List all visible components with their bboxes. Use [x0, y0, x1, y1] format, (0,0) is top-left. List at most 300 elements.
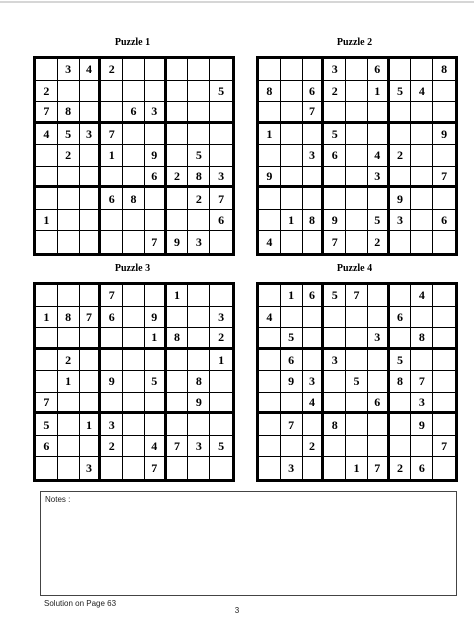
sudoku-cell[interactable]: [188, 102, 210, 124]
sudoku-cell[interactable]: 3: [368, 167, 390, 189]
sudoku-cell[interactable]: 6: [101, 307, 123, 329]
sudoku-cell[interactable]: 3: [324, 59, 346, 81]
sudoku-cell[interactable]: 7: [210, 188, 232, 210]
sudoku-cell[interactable]: [259, 59, 281, 81]
sudoku-cell[interactable]: [58, 210, 80, 232]
sudoku-cell[interactable]: 4: [411, 81, 433, 103]
sudoku-cell[interactable]: 6: [324, 145, 346, 167]
sudoku-cell[interactable]: [145, 210, 167, 232]
sudoku-cell[interactable]: 5: [58, 124, 80, 146]
sudoku-cell[interactable]: [80, 167, 102, 189]
sudoku-cell[interactable]: [259, 145, 281, 167]
sudoku-cell[interactable]: [411, 59, 433, 81]
sudoku-cell[interactable]: [167, 350, 189, 372]
sudoku-cell[interactable]: [411, 210, 433, 232]
sudoku-cell[interactable]: [346, 102, 368, 124]
sudoku-cell[interactable]: [346, 124, 368, 146]
sudoku-cell[interactable]: [58, 436, 80, 458]
sudoku-cell[interactable]: [368, 124, 390, 146]
sudoku-cell[interactable]: [188, 414, 210, 436]
sudoku-cell[interactable]: [390, 414, 412, 436]
sudoku-cell[interactable]: [368, 350, 390, 372]
sudoku-cell[interactable]: [346, 231, 368, 253]
sudoku-cell[interactable]: 2: [390, 145, 412, 167]
sudoku-cell[interactable]: 1: [210, 350, 232, 372]
sudoku-cell[interactable]: [80, 285, 102, 307]
sudoku-cell[interactable]: [433, 145, 455, 167]
sudoku-cell[interactable]: [346, 350, 368, 372]
sudoku-cell[interactable]: 7: [303, 102, 325, 124]
sudoku-cell[interactable]: [346, 414, 368, 436]
sudoku-cell[interactable]: 7: [101, 124, 123, 146]
sudoku-cell[interactable]: [80, 210, 102, 232]
sudoku-cell[interactable]: [259, 436, 281, 458]
sudoku-cell[interactable]: [123, 328, 145, 350]
sudoku-cell[interactable]: [324, 393, 346, 415]
sudoku-cell[interactable]: [80, 328, 102, 350]
sudoku-cell[interactable]: [188, 81, 210, 103]
sudoku-cell[interactable]: [259, 414, 281, 436]
sudoku-cell[interactable]: 4: [259, 307, 281, 329]
sudoku-cell[interactable]: 2: [58, 350, 80, 372]
sudoku-cell[interactable]: 9: [101, 371, 123, 393]
sudoku-cell[interactable]: [123, 436, 145, 458]
sudoku-cell[interactable]: 6: [145, 167, 167, 189]
sudoku-cell[interactable]: [346, 210, 368, 232]
sudoku-cell[interactable]: [101, 393, 123, 415]
sudoku-cell[interactable]: 2: [368, 231, 390, 253]
sudoku-cell[interactable]: 6: [123, 102, 145, 124]
sudoku-cell[interactable]: [433, 371, 455, 393]
sudoku-cell[interactable]: [167, 210, 189, 232]
sudoku-cell[interactable]: [411, 188, 433, 210]
sudoku-cell[interactable]: [346, 59, 368, 81]
sudoku-cell[interactable]: 8: [167, 328, 189, 350]
sudoku-cell[interactable]: [36, 188, 58, 210]
sudoku-cell[interactable]: [123, 414, 145, 436]
sudoku-cell[interactable]: 3: [281, 457, 303, 479]
sudoku-cell[interactable]: [368, 102, 390, 124]
sudoku-cell[interactable]: [281, 59, 303, 81]
sudoku-cell[interactable]: [101, 81, 123, 103]
sudoku-cell[interactable]: 3: [58, 59, 80, 81]
sudoku-cell[interactable]: [303, 350, 325, 372]
sudoku-cell[interactable]: [123, 59, 145, 81]
sudoku-cell[interactable]: 6: [101, 188, 123, 210]
sudoku-cell[interactable]: 8: [58, 307, 80, 329]
sudoku-cell[interactable]: 7: [324, 231, 346, 253]
sudoku-cell[interactable]: 2: [390, 457, 412, 479]
sudoku-cell[interactable]: [368, 436, 390, 458]
sudoku-cell[interactable]: 3: [303, 145, 325, 167]
notes-box[interactable]: [40, 491, 457, 596]
sudoku-cell[interactable]: [36, 231, 58, 253]
sudoku-cell[interactable]: [324, 102, 346, 124]
sudoku-cell[interactable]: [303, 59, 325, 81]
sudoku-cell[interactable]: [58, 188, 80, 210]
sudoku-cell[interactable]: [36, 328, 58, 350]
sudoku-cell[interactable]: [145, 124, 167, 146]
sudoku-cell[interactable]: [188, 350, 210, 372]
sudoku-cell[interactable]: [368, 414, 390, 436]
sudoku-cell[interactable]: 7: [145, 457, 167, 479]
sudoku-cell[interactable]: [188, 307, 210, 329]
sudoku-cell[interactable]: 5: [390, 350, 412, 372]
sudoku-cell[interactable]: 5: [324, 285, 346, 307]
sudoku-cell[interactable]: 3: [411, 393, 433, 415]
sudoku-cell[interactable]: [411, 145, 433, 167]
sudoku-cell[interactable]: [368, 307, 390, 329]
sudoku-cell[interactable]: [36, 59, 58, 81]
sudoku-cell[interactable]: [123, 393, 145, 415]
sudoku-cell[interactable]: [80, 231, 102, 253]
sudoku-cell[interactable]: [281, 81, 303, 103]
sudoku-cell[interactable]: [123, 81, 145, 103]
sudoku-cell[interactable]: 5: [390, 81, 412, 103]
sudoku-cell[interactable]: 3: [390, 210, 412, 232]
sudoku-cell[interactable]: 7: [36, 102, 58, 124]
sudoku-cell[interactable]: [167, 59, 189, 81]
sudoku-cell[interactable]: 5: [368, 210, 390, 232]
sudoku-cell[interactable]: [123, 350, 145, 372]
sudoku-cell[interactable]: 9: [433, 124, 455, 146]
sudoku-cell[interactable]: 4: [368, 145, 390, 167]
sudoku-cell[interactable]: 6: [36, 436, 58, 458]
sudoku-cell[interactable]: [433, 328, 455, 350]
sudoku-cell[interactable]: 8: [411, 328, 433, 350]
sudoku-cell[interactable]: 6: [390, 307, 412, 329]
sudoku-cell[interactable]: [210, 285, 232, 307]
sudoku-cell[interactable]: [80, 102, 102, 124]
sudoku-cell[interactable]: [281, 436, 303, 458]
sudoku-cell[interactable]: 8: [303, 210, 325, 232]
sudoku-cell[interactable]: 1: [281, 210, 303, 232]
sudoku-cell[interactable]: [433, 231, 455, 253]
sudoku-cell[interactable]: 1: [101, 145, 123, 167]
sudoku-cell[interactable]: 8: [433, 59, 455, 81]
sudoku-cell[interactable]: 6: [281, 350, 303, 372]
sudoku-cell[interactable]: [368, 285, 390, 307]
sudoku-cell[interactable]: [411, 167, 433, 189]
sudoku-cell[interactable]: [101, 102, 123, 124]
sudoku-cell[interactable]: [303, 231, 325, 253]
sudoku-cell[interactable]: [303, 307, 325, 329]
sudoku-cell[interactable]: [411, 307, 433, 329]
sudoku-cell[interactable]: [58, 393, 80, 415]
sudoku-cell[interactable]: [80, 188, 102, 210]
sudoku-cell[interactable]: [101, 457, 123, 479]
sudoku-cell[interactable]: [145, 350, 167, 372]
sudoku-cell[interactable]: 7: [80, 307, 102, 329]
sudoku-cell[interactable]: [188, 328, 210, 350]
sudoku-cell[interactable]: [80, 371, 102, 393]
sudoku-cell[interactable]: 5: [36, 414, 58, 436]
sudoku-cell[interactable]: [390, 393, 412, 415]
sudoku-cell[interactable]: 1: [36, 210, 58, 232]
sudoku-cell[interactable]: 7: [36, 393, 58, 415]
sudoku-cell[interactable]: 3: [188, 436, 210, 458]
sudoku-cell[interactable]: 9: [281, 371, 303, 393]
sudoku-cell[interactable]: 9: [145, 307, 167, 329]
sudoku-cell[interactable]: [167, 393, 189, 415]
sudoku-cell[interactable]: [58, 81, 80, 103]
sudoku-cell[interactable]: [281, 393, 303, 415]
sudoku-cell[interactable]: [167, 81, 189, 103]
sudoku-cell[interactable]: [210, 124, 232, 146]
sudoku-cell[interactable]: [101, 350, 123, 372]
sudoku-cell[interactable]: 8: [324, 414, 346, 436]
sudoku-cell[interactable]: [188, 59, 210, 81]
sudoku-cell[interactable]: [433, 285, 455, 307]
sudoku-cell[interactable]: 1: [145, 328, 167, 350]
sudoku-cell[interactable]: [411, 124, 433, 146]
sudoku-cell[interactable]: [346, 307, 368, 329]
sudoku-cell[interactable]: [145, 81, 167, 103]
sudoku-cell[interactable]: [324, 436, 346, 458]
sudoku-cell[interactable]: [80, 81, 102, 103]
sudoku-cell[interactable]: 3: [210, 167, 232, 189]
sudoku-cell[interactable]: 2: [210, 328, 232, 350]
sudoku-cell[interactable]: 2: [324, 81, 346, 103]
sudoku-cell[interactable]: 8: [188, 167, 210, 189]
sudoku-cell[interactable]: [123, 145, 145, 167]
sudoku-cell[interactable]: 4: [411, 285, 433, 307]
sudoku-cell[interactable]: 4: [36, 124, 58, 146]
sudoku-cell[interactable]: [210, 393, 232, 415]
sudoku-cell[interactable]: 9: [411, 414, 433, 436]
sudoku-cell[interactable]: 9: [167, 231, 189, 253]
sudoku-cell[interactable]: 3: [303, 371, 325, 393]
sudoku-cell[interactable]: [281, 102, 303, 124]
sudoku-cell[interactable]: [167, 102, 189, 124]
sudoku-cell[interactable]: [36, 371, 58, 393]
sudoku-cell[interactable]: [58, 285, 80, 307]
sudoku-cell[interactable]: [167, 307, 189, 329]
sudoku-cell[interactable]: 2: [36, 81, 58, 103]
sudoku-cell[interactable]: [101, 231, 123, 253]
sudoku-cell[interactable]: [303, 414, 325, 436]
sudoku-cell[interactable]: [390, 167, 412, 189]
sudoku-cell[interactable]: [167, 414, 189, 436]
sudoku-cell[interactable]: [80, 393, 102, 415]
sudoku-cell[interactable]: 2: [101, 436, 123, 458]
sudoku-cell[interactable]: [145, 285, 167, 307]
sudoku-cell[interactable]: [123, 210, 145, 232]
sudoku-cell[interactable]: [101, 210, 123, 232]
sudoku-cell[interactable]: 7: [411, 371, 433, 393]
sudoku-cell[interactable]: 5: [145, 371, 167, 393]
sudoku-cell[interactable]: [346, 145, 368, 167]
sudoku-cell[interactable]: [36, 167, 58, 189]
sudoku-cell[interactable]: 4: [259, 231, 281, 253]
sudoku-cell[interactable]: [368, 371, 390, 393]
sudoku-cell[interactable]: 6: [433, 210, 455, 232]
sudoku-cell[interactable]: [167, 371, 189, 393]
sudoku-cell[interactable]: 5: [188, 145, 210, 167]
sudoku-cell[interactable]: [346, 436, 368, 458]
sudoku-cell[interactable]: [123, 371, 145, 393]
sudoku-cell[interactable]: [433, 393, 455, 415]
sudoku-cell[interactable]: 7: [346, 285, 368, 307]
sudoku-cell[interactable]: [324, 167, 346, 189]
sudoku-cell[interactable]: [346, 81, 368, 103]
sudoku-cell[interactable]: [324, 328, 346, 350]
sudoku-cell[interactable]: [123, 124, 145, 146]
sudoku-cell[interactable]: [145, 393, 167, 415]
sudoku-cell[interactable]: 8: [58, 102, 80, 124]
sudoku-cell[interactable]: [58, 167, 80, 189]
sudoku-cell[interactable]: 9: [390, 188, 412, 210]
sudoku-cell[interactable]: [390, 231, 412, 253]
sudoku-cell[interactable]: [433, 457, 455, 479]
sudoku-cell[interactable]: 1: [36, 307, 58, 329]
sudoku-cell[interactable]: [101, 328, 123, 350]
sudoku-cell[interactable]: [167, 188, 189, 210]
sudoku-cell[interactable]: [411, 436, 433, 458]
sudoku-cell[interactable]: [281, 145, 303, 167]
sudoku-cell[interactable]: [368, 188, 390, 210]
sudoku-cell[interactable]: [303, 167, 325, 189]
sudoku-cell[interactable]: [210, 231, 232, 253]
sudoku-cell[interactable]: 4: [303, 393, 325, 415]
sudoku-cell[interactable]: 7: [281, 414, 303, 436]
sudoku-cell[interactable]: [433, 414, 455, 436]
sudoku-cell[interactable]: [259, 350, 281, 372]
sudoku-cell[interactable]: [433, 350, 455, 372]
sudoku-cell[interactable]: [324, 188, 346, 210]
sudoku-cell[interactable]: [80, 436, 102, 458]
sudoku-cell[interactable]: 1: [281, 285, 303, 307]
sudoku-cell[interactable]: [259, 285, 281, 307]
sudoku-cell[interactable]: [145, 59, 167, 81]
sudoku-cell[interactable]: [259, 328, 281, 350]
sudoku-cell[interactable]: [188, 210, 210, 232]
sudoku-cell[interactable]: 6: [303, 81, 325, 103]
sudoku-cell[interactable]: 2: [167, 167, 189, 189]
sudoku-cell[interactable]: [390, 124, 412, 146]
sudoku-cell[interactable]: [433, 102, 455, 124]
sudoku-cell[interactable]: [303, 328, 325, 350]
sudoku-cell[interactable]: [390, 59, 412, 81]
sudoku-cell[interactable]: [145, 188, 167, 210]
sudoku-cell[interactable]: [390, 285, 412, 307]
sudoku-cell[interactable]: [167, 457, 189, 479]
sudoku-cell[interactable]: [411, 350, 433, 372]
sudoku-cell[interactable]: [303, 457, 325, 479]
sudoku-cell[interactable]: 1: [80, 414, 102, 436]
sudoku-cell[interactable]: 7: [145, 231, 167, 253]
sudoku-cell[interactable]: 4: [145, 436, 167, 458]
sudoku-cell[interactable]: [36, 285, 58, 307]
sudoku-cell[interactable]: [167, 124, 189, 146]
sudoku-cell[interactable]: [210, 457, 232, 479]
sudoku-cell[interactable]: [36, 145, 58, 167]
sudoku-cell[interactable]: 6: [303, 285, 325, 307]
sudoku-cell[interactable]: [281, 231, 303, 253]
sudoku-cell[interactable]: [123, 307, 145, 329]
sudoku-cell[interactable]: 3: [80, 124, 102, 146]
sudoku-cell[interactable]: [390, 102, 412, 124]
sudoku-cell[interactable]: [145, 414, 167, 436]
sudoku-cell[interactable]: [433, 307, 455, 329]
sudoku-cell[interactable]: [259, 210, 281, 232]
sudoku-cell[interactable]: 1: [58, 371, 80, 393]
sudoku-cell[interactable]: [80, 350, 102, 372]
sudoku-cell[interactable]: [281, 188, 303, 210]
sudoku-cell[interactable]: 8: [259, 81, 281, 103]
sudoku-cell[interactable]: 3: [210, 307, 232, 329]
sudoku-cell[interactable]: [390, 436, 412, 458]
sudoku-cell[interactable]: [259, 188, 281, 210]
sudoku-cell[interactable]: [210, 59, 232, 81]
sudoku-cell[interactable]: [411, 231, 433, 253]
sudoku-cell[interactable]: 6: [368, 59, 390, 81]
sudoku-cell[interactable]: 3: [101, 414, 123, 436]
sudoku-cell[interactable]: 7: [368, 457, 390, 479]
sudoku-cell[interactable]: [324, 371, 346, 393]
sudoku-cell[interactable]: 2: [188, 188, 210, 210]
sudoku-cell[interactable]: [58, 328, 80, 350]
sudoku-cell[interactable]: [210, 102, 232, 124]
sudoku-cell[interactable]: [259, 102, 281, 124]
sudoku-cell[interactable]: [390, 328, 412, 350]
sudoku-cell[interactable]: [58, 231, 80, 253]
sudoku-cell[interactable]: 5: [281, 328, 303, 350]
sudoku-cell[interactable]: [36, 350, 58, 372]
sudoku-cell[interactable]: [324, 457, 346, 479]
sudoku-cell[interactable]: 3: [324, 350, 346, 372]
sudoku-cell[interactable]: 7: [433, 436, 455, 458]
sudoku-cell[interactable]: 5: [324, 124, 346, 146]
sudoku-cell[interactable]: [259, 457, 281, 479]
sudoku-cell[interactable]: [346, 393, 368, 415]
sudoku-cell[interactable]: [123, 231, 145, 253]
sudoku-cell[interactable]: 1: [346, 457, 368, 479]
sudoku-cell[interactable]: 2: [303, 436, 325, 458]
sudoku-cell[interactable]: [433, 188, 455, 210]
sudoku-cell[interactable]: 9: [145, 145, 167, 167]
sudoku-cell[interactable]: 1: [167, 285, 189, 307]
sudoku-cell[interactable]: [210, 145, 232, 167]
sudoku-cell[interactable]: [303, 124, 325, 146]
sudoku-cell[interactable]: [188, 285, 210, 307]
sudoku-cell[interactable]: [303, 188, 325, 210]
sudoku-cell[interactable]: [346, 167, 368, 189]
sudoku-cell[interactable]: [188, 124, 210, 146]
sudoku-cell[interactable]: 6: [411, 457, 433, 479]
sudoku-cell[interactable]: 3: [368, 328, 390, 350]
sudoku-cell[interactable]: [58, 414, 80, 436]
sudoku-cell[interactable]: [101, 167, 123, 189]
sudoku-cell[interactable]: [210, 414, 232, 436]
sudoku-cell[interactable]: [324, 307, 346, 329]
sudoku-cell[interactable]: 5: [210, 81, 232, 103]
sudoku-cell[interactable]: [80, 145, 102, 167]
sudoku-cell[interactable]: 7: [433, 167, 455, 189]
sudoku-cell[interactable]: 5: [346, 371, 368, 393]
sudoku-cell[interactable]: [281, 307, 303, 329]
sudoku-cell[interactable]: 2: [58, 145, 80, 167]
sudoku-cell[interactable]: 9: [324, 210, 346, 232]
sudoku-cell[interactable]: 8: [188, 371, 210, 393]
sudoku-cell[interactable]: 3: [80, 457, 102, 479]
sudoku-cell[interactable]: 7: [101, 285, 123, 307]
sudoku-cell[interactable]: 5: [210, 436, 232, 458]
sudoku-cell[interactable]: [346, 188, 368, 210]
sudoku-cell[interactable]: 7: [167, 436, 189, 458]
sudoku-cell[interactable]: 4: [80, 59, 102, 81]
sudoku-cell[interactable]: 1: [259, 124, 281, 146]
